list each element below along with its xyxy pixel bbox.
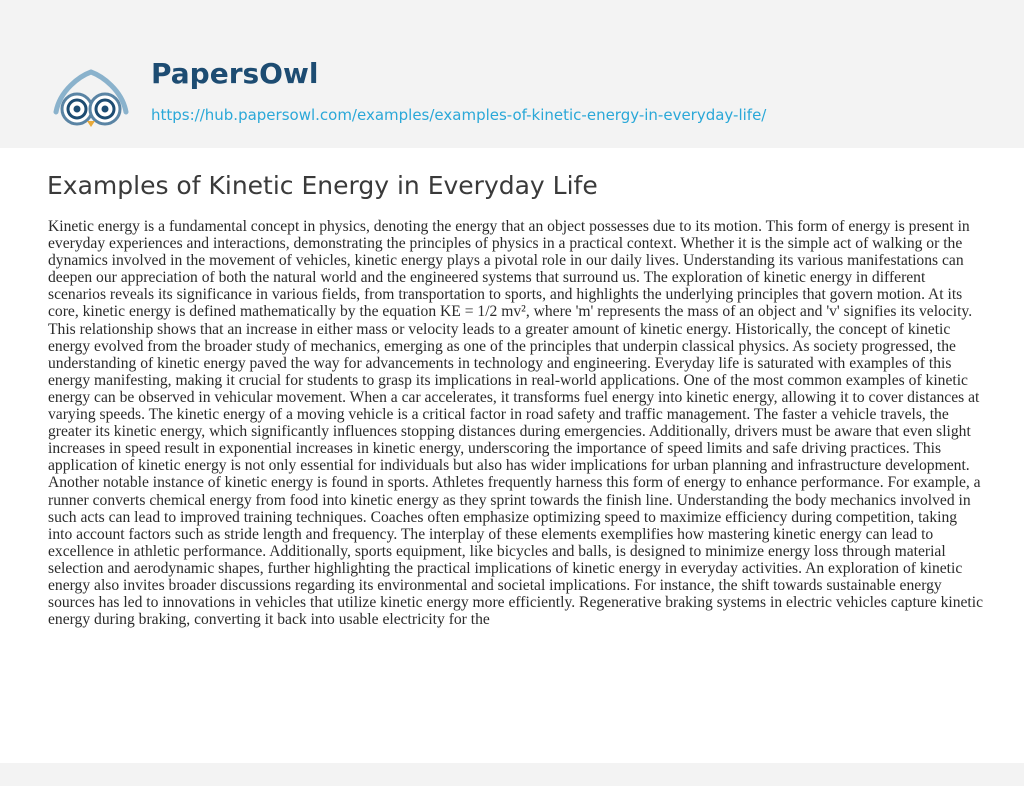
document-title: Examples of Kinetic Energy in Everyday Life bbox=[47, 171, 598, 200]
document-body-text: Kinetic energy is a fundamental concept in physics, denoting the energy that an object possesses due to its motion. This form of energy is present in everyday experiences and interactions, demonstrating the principles of physics in a practical context. Whether it is the simple act of walking or the dynamics involved in the movement of vehicles, kinetic energy plays a pivotal role in our daily lives. Understanding its various manifestations can deepen our appreciation of both the natural world and the engineered systems that surround us. The exploration of kinetic energy in different scenarios reveals its significance in various fields, from transportation to sports, and highlights the underlying principles that govern motion. At its core, kinetic energy is defined mathematically by the equation KE = 1/2 mv², where 'm' represents the mass of an object and 'v' signifies its velocity. This relationship shows that an increase in either mass or velocity leads to a greater amount of kinetic energy. Historically, the concept of kinetic energy evolved from the broader study of mechanics, emerging as one of the principles that underpin classical physics. As society progressed, the understanding of kinetic energy paved the way for advancements in technology and engineering. Everyday life is saturated with examples of this energy manifesting, making it crucial for students to grasp its implications in real-world applications. One of the most common examples of kinetic energy can be observed in vehicular movement. When a car accelerates, it transforms fuel energy into kinetic energy, allowing it to cover distances at varying speeds. The kinetic energy of a moving vehicle is a critical factor in road safety and traffic management. The faster a vehicle travels, the greater its kinetic energy, which significantly influences stopping distances during emergencies. Additionally, drivers must be aware that even slight increases in speed result in exponential increases in kinetic energy, underscoring the importance of speed limits and safe driving practices. This application of kinetic energy is not only essential for individuals but also has wider implications for urban planning and infrastructure development. Another notable instance of kinetic energy is found in sports. Athletes frequently harness this form of energy to enhance performance. For example, a runner converts chemical energy from food into kinetic energy as they sprint towards the finish line. Understanding the body mechanics involved in such acts can lead to improved training techniques. Coaches often emphasize optimizing speed to maximize efficiency during competition, taking into account factors such as stride length and frequency. The interplay of these elements exemplifies how mastering kinetic energy can lead to excellence in athletic performance. Additionally, sports equipment, like bicycles and balls, is designed to minimize energy loss through material selection and aerodynamic shapes, further highlighting the practical implications of kinetic energy in everyday activities. An exploration of kinetic energy also invites broader discussions regarding its environmental and societal implications. For instance, the shift towards sustainable energy sources has led to innovations in vehicles that utilize kinetic energy more efficiently. Regenerative braking systems in electric vehicles capture kinetic energy during braking, converting it back into usable electricity for the bbox=[48, 218, 984, 629]
owl-face-icon bbox=[46, 68, 136, 128]
brand-header bbox=[0, 0, 1024, 148]
footer-bar bbox=[0, 763, 1024, 786]
brand-name: PapersOwl bbox=[151, 57, 319, 90]
source-url-link[interactable]: https://hub.papersowl.com/examples/examples-of-kinetic-energy-in-everyday-life/ bbox=[151, 106, 767, 124]
